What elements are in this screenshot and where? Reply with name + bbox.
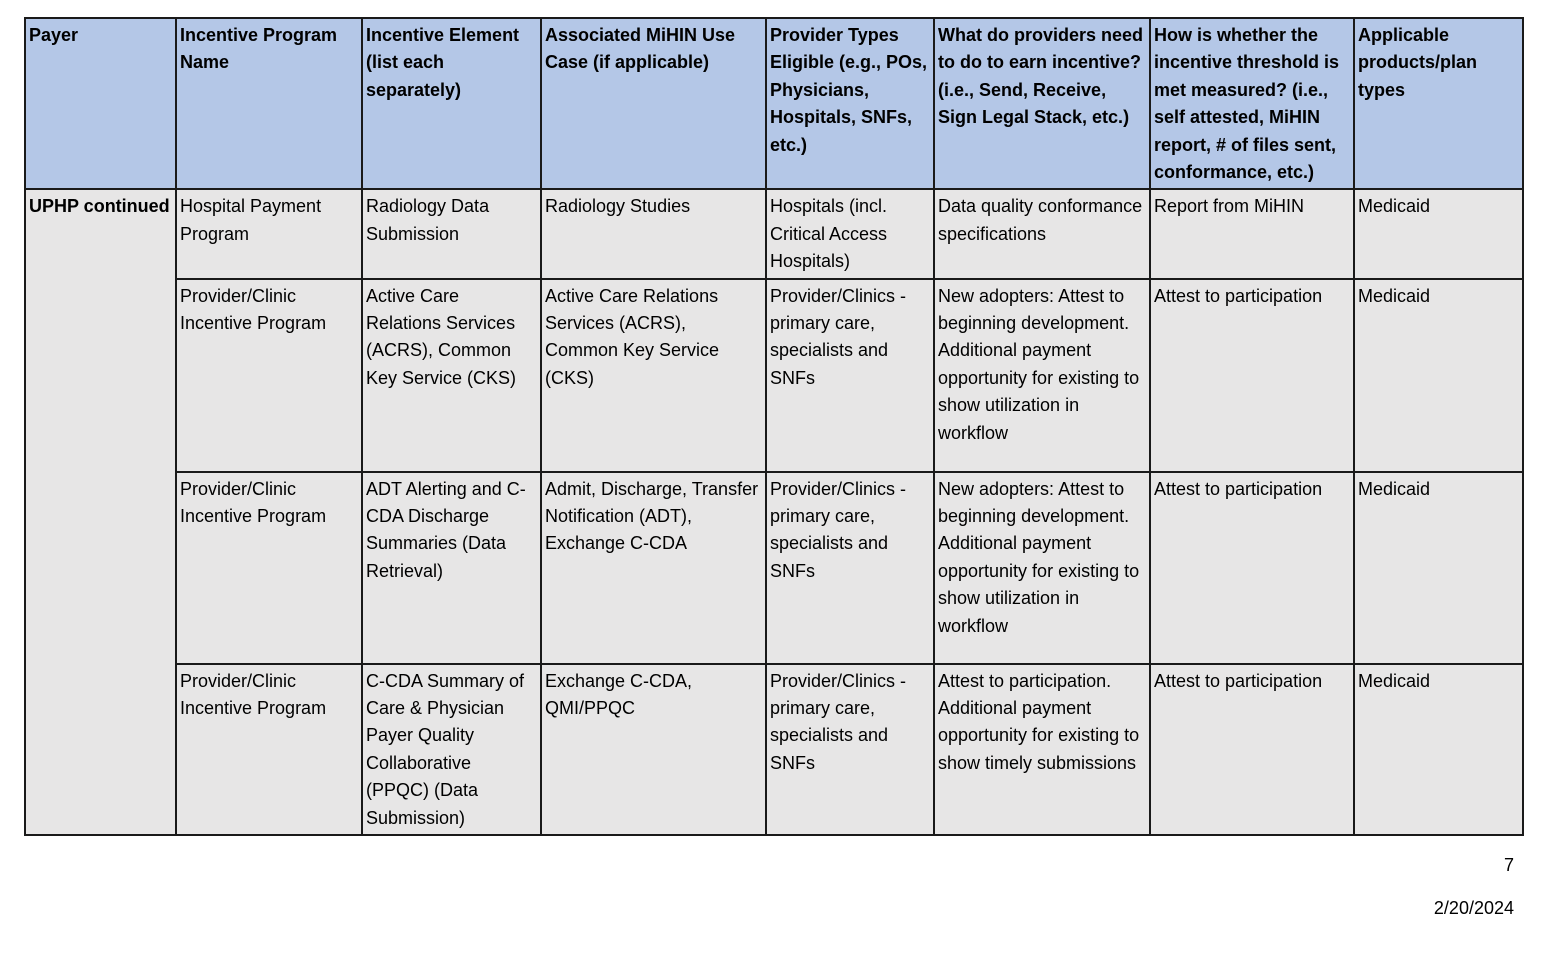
page-number: 7 (1503, 855, 1514, 875)
header-provider-types: Provider Types Eligible (e.g., POs, Physicians, Hospitals, SNFs, etc.) (766, 18, 934, 189)
requirement-cell: Data quality conformance specifications (934, 189, 1150, 278)
element-cell: C-CDA Summary of Care & Physician Payer Quality Collaborative (PPQC) (Data Submission) (362, 664, 541, 835)
incentive-programs-table (24, 17, 1524, 836)
element-cell: Active Care Relations Services (ACRS), Common Key Service (CKS) (362, 279, 541, 472)
products-cell: Medicaid (1354, 189, 1523, 278)
header-threshold-measurement: How is whether the incentive threshold is met measured? (i.e., self attested, MiHIN report, # of files sent, conformance, etc.) (1150, 18, 1354, 189)
program-cell: Hospital Payment Program (176, 189, 362, 278)
element-cell: ADT Alerting and C-CDA Discharge Summaries (Data Retrieval) (362, 472, 541, 664)
provider-types-cell: Provider/Clinics - primary care, specialists and SNFs (766, 664, 934, 835)
measurement-cell: Attest to participation (1150, 279, 1354, 472)
program-cell: Provider/Clinic Incentive Program (176, 664, 362, 835)
table-row (25, 189, 1523, 278)
use-case-cell: Exchange C-CDA, QMI/PPQC (541, 664, 766, 835)
provider-types-cell: Hospitals (incl. Critical Access Hospitals) (766, 189, 934, 278)
table-row (25, 664, 1523, 835)
requirement-cell: New adopters: Attest to beginning development. Additional payment opportunity for existing to show utilization in workflow (934, 472, 1150, 664)
header-applicable-products: Applicable products/plan types (1354, 18, 1523, 189)
table-header-row (25, 18, 1523, 189)
header-incentive-element: Incentive Element (list each separately) (362, 18, 541, 189)
measurement-cell: Report from MiHIN (1150, 189, 1354, 278)
header-provider-requirement: What do providers need to do to earn incentive? (i.e., Send, Receive, Sign Legal Stack, etc.) (934, 18, 1150, 189)
provider-types-cell: Provider/Clinics - primary care, specialists and SNFs (766, 472, 934, 664)
use-case-cell: Active Care Relations Services (ACRS), Common Key Service (CKS) (541, 279, 766, 472)
products-cell: Medicaid (1354, 472, 1523, 664)
products-cell: Medicaid (1354, 664, 1523, 835)
header-incentive-program-name: Incentive Program Name (176, 18, 362, 189)
provider-types-cell: Provider/Clinics - primary care, specialists and SNFs (766, 279, 934, 472)
table-row (25, 472, 1523, 664)
table-row (25, 279, 1523, 472)
requirement-cell: Attest to participation. Additional payment opportunity for existing to show timely submissions (934, 664, 1150, 835)
use-case-cell: Radiology Studies (541, 189, 766, 278)
products-cell: Medicaid (1354, 279, 1523, 472)
header-payer: Payer (25, 18, 176, 189)
measurement-cell: Attest to participation (1150, 664, 1354, 835)
measurement-cell: Attest to participation (1150, 472, 1354, 664)
payer-cell: UPHP continued (25, 189, 176, 835)
element-cell: Radiology Data Submission (362, 189, 541, 278)
requirement-cell: New adopters: Attest to beginning development. Additional payment opportunity for existing to show utilization in workflow (934, 279, 1150, 472)
slide-date: 2/20/2024 (1433, 898, 1514, 918)
program-cell: Provider/Clinic Incentive Program (176, 472, 362, 664)
header-mihin-use-case: Associated MiHIN Use Case (if applicable) (541, 18, 766, 189)
use-case-cell: Admit, Discharge, Transfer Notification (ADT), Exchange C-CDA (541, 472, 766, 664)
program-cell: Provider/Clinic Incentive Program (176, 279, 362, 472)
